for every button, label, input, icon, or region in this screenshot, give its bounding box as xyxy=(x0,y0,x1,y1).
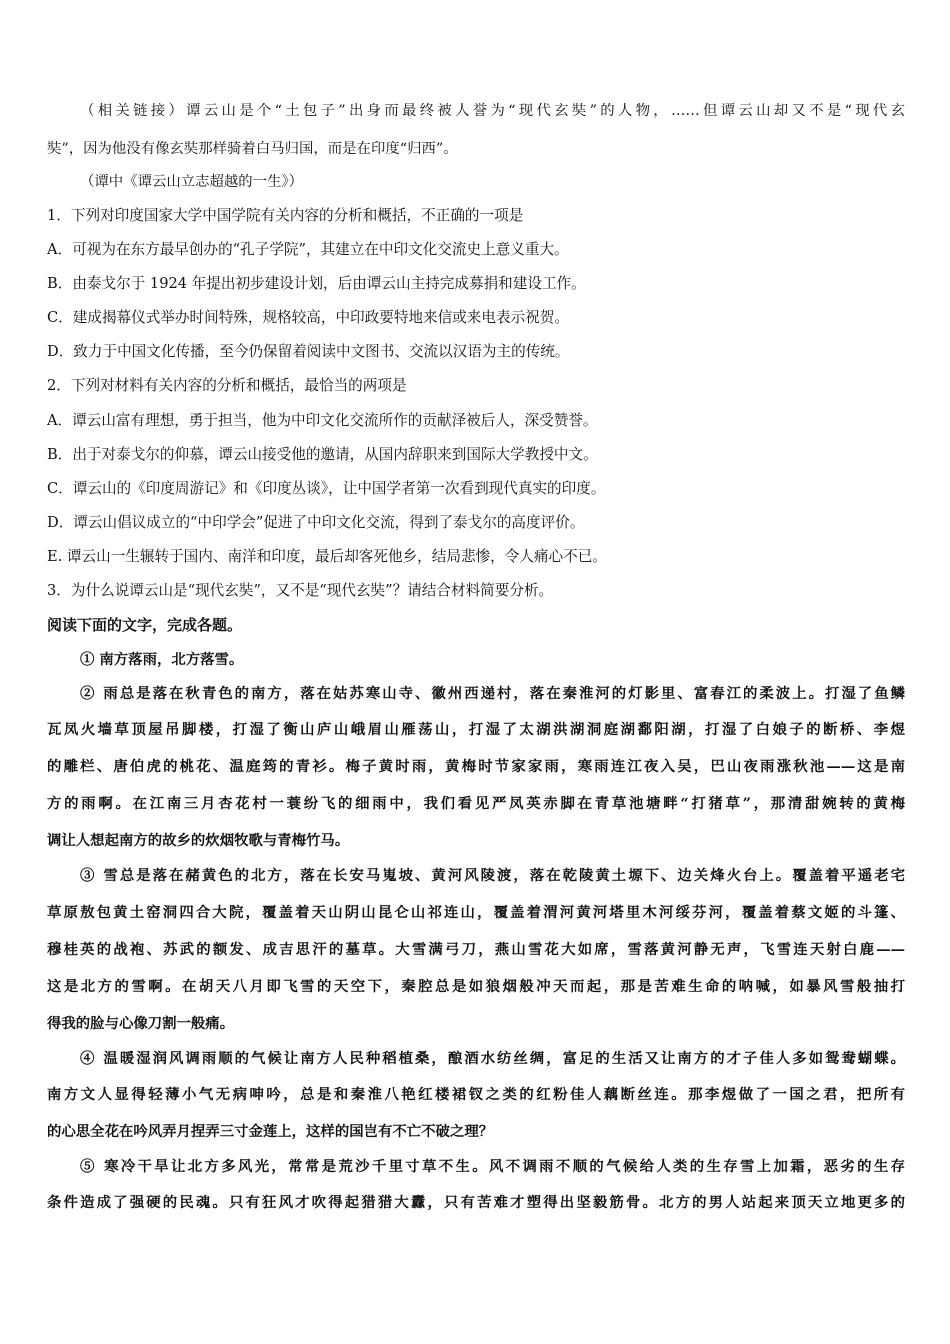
question-2-option-c: C．谭云山的《印度周游记》和《印度丛谈》，让中国学者第一次看到现代真实的印度。 xyxy=(47,480,606,497)
reading-heading: 阅读下面的文字，完成各题。 xyxy=(47,617,243,634)
reading-paragraph-4-line: 南方文人显得轻薄小气无病呻吟，总是和秦淮八艳红楼裙钗之类的红粉佳人藕断丝连。那李煜做了一国之君，把所有 xyxy=(47,1086,905,1103)
reading-paragraph-4-line: ④ 温暖湿润风调雨顺的气候让南方人民种稻植桑，酿酒水纺丝绸，富足的生活又让南方的才子佳人多如鸳鸯蝴蝶。 xyxy=(80,1050,905,1067)
reading-paragraph-3-line: 得我的脸与心像刀割一般痛。 xyxy=(47,1015,235,1032)
reading-paragraph-3-line: 草原敖包黄土窑洞四合大院，覆盖着天山阴山昆仑山祁连山，覆盖着渭河黄河塔里木河绥芬河，覆盖着蔡文姬的斗篷、 xyxy=(47,904,905,921)
question-1-option-d: D．致力于中国文化传播，至今仍保留着阅读中文图书、交流以汉语为主的传统。 xyxy=(47,343,570,360)
reading-paragraph-5-line: 条件造成了强硬的民魂。只有狂风才吹得起猎猎大纛，只有苦难才塑得出坚毅筋骨。北方的男人站起来顶天立地更多的 xyxy=(47,1194,905,1211)
related-link-line-1: （相关链接）谭云山是个“土包子”出身而最终被人誉为“现代玄奘”的人物，……但谭云山却又不是“现代玄 xyxy=(80,103,905,119)
reading-paragraph-3-line: 这是北方的雪啊。在胡天八月即飞雪的天空下，秦腔总是如狼烟般冲天而起，那是苦难生命的呐喊，如暴风雪般抽打 xyxy=(47,978,905,995)
reading-paragraph-2-line: 瓦凤火墙草顶屋吊脚楼，打湿了衡山庐山峨眉山雁荡山，打湿了太湖洪湖洞庭湖鄱阳湖，打湿了白娘子的断桥、李煜 xyxy=(47,721,905,738)
question-3-stem: 3．为什么说谭云山是“现代玄奘”，又不是“现代玄奘”？请结合材料简要分析。 xyxy=(47,582,554,599)
question-2-stem: 2．下列对材料有关内容的分析和概括，最恰当的两项是 xyxy=(47,377,407,394)
question-1-option-a: A．可视为在东方最早创办的“孔子学院”，其建立在中印文化交流史上意义重大。 xyxy=(47,241,569,258)
reading-paragraph-2-line: ② 雨总是落在秋青色的南方，落在姑苏寒山寺、徽州西递村，落在秦淮河的灯影里、富春江的柔波上。打湿了鱼鳞 xyxy=(80,685,905,702)
reading-paragraph-5-line: ⑤ 寒冷干旱让北方多风光，常常是荒沙千里寸草不生。风不调雨不顺的气候给人类的生存雪上加霜，恶劣的生存 xyxy=(80,1158,905,1175)
reading-paragraph-4-line: 的心思全花在吟风弄月捏弄三寸金莲上，这样的国岂有不亡不破之理？ xyxy=(47,1123,494,1140)
question-2-option-b: B．出于对泰戈尔的仰慕，谭云山接受他的邀请，从国内辞职来到国际大学教授中文。 xyxy=(47,446,598,463)
reading-paragraph-3-line: ③ 雪总是落在赭黄色的北方，落在长安马嵬坡、黄河风陵渡，落在乾陵黄土塬下、边关烽火台上。覆盖着平遥老宅 xyxy=(80,867,905,884)
related-link-source: （谭中《谭云山立志超越的一生》） xyxy=(80,174,304,190)
question-1-option-b: B．由泰戈尔于 1924 年提出初步建设计划，后由谭云山主持完成募捐和建设工作。 xyxy=(47,275,586,292)
question-1-option-c: C．建成揭幕仪式举办时间特殊，规格较高，中印政要特地来信或来电表示祝贺。 xyxy=(47,309,569,326)
reading-paragraph-2-line: 调让人想起南方的故乡的炊烟牧歌与青梅竹马。 xyxy=(47,832,350,849)
question-2-option-d: D．谭云山倡议成立的“中印学会”促进了中印文化交流，得到了泰戈尔的高度评价。 xyxy=(47,514,585,531)
question-2-option-e: E. 谭云山一生辗转于国内、南洋和印度，最后却客死他乡，结局悲惨，令人痛心不已。 xyxy=(47,548,607,565)
reading-paragraph-2-line: 的雕栏、唐伯虎的桃花、温庭筠的青衫。梅子黄时雨，黄梅时节家家雨，寒雨连江夜入吴，巴山夜雨涨秋池——这是南 xyxy=(47,758,905,775)
related-link-line-2: 奘”，因为他没有像玄奘那样骑着白马归国，而是在印度“归西”。 xyxy=(47,141,458,157)
reading-paragraph-3-line: 穆桂英的战袍、苏武的额发、成吉思汗的墓草。大雪满弓刀，燕山雪花大如席，雪落黄河静无声，飞雪连天射白鹿—— xyxy=(47,941,905,958)
reading-paragraph-2-line: 方的雨啊。在江南三月杏花村一蓑纷飞的细雨中，我们看见严凤英赤脚在青草池塘畔“打猪草”，那清甜婉转的黄梅 xyxy=(47,795,905,812)
question-2-option-a: A．谭云山富有理想，勇于担当，他为中印文化交流所作的贡献泽被后人，深受赞誉。 xyxy=(47,412,598,429)
reading-paragraph-1: ① 南方落雨，北方落雪。 xyxy=(80,651,244,668)
question-1-stem: 1．下列对印度国家大学中国学院有关内容的分析和概括，不正确的一项是 xyxy=(47,207,524,224)
